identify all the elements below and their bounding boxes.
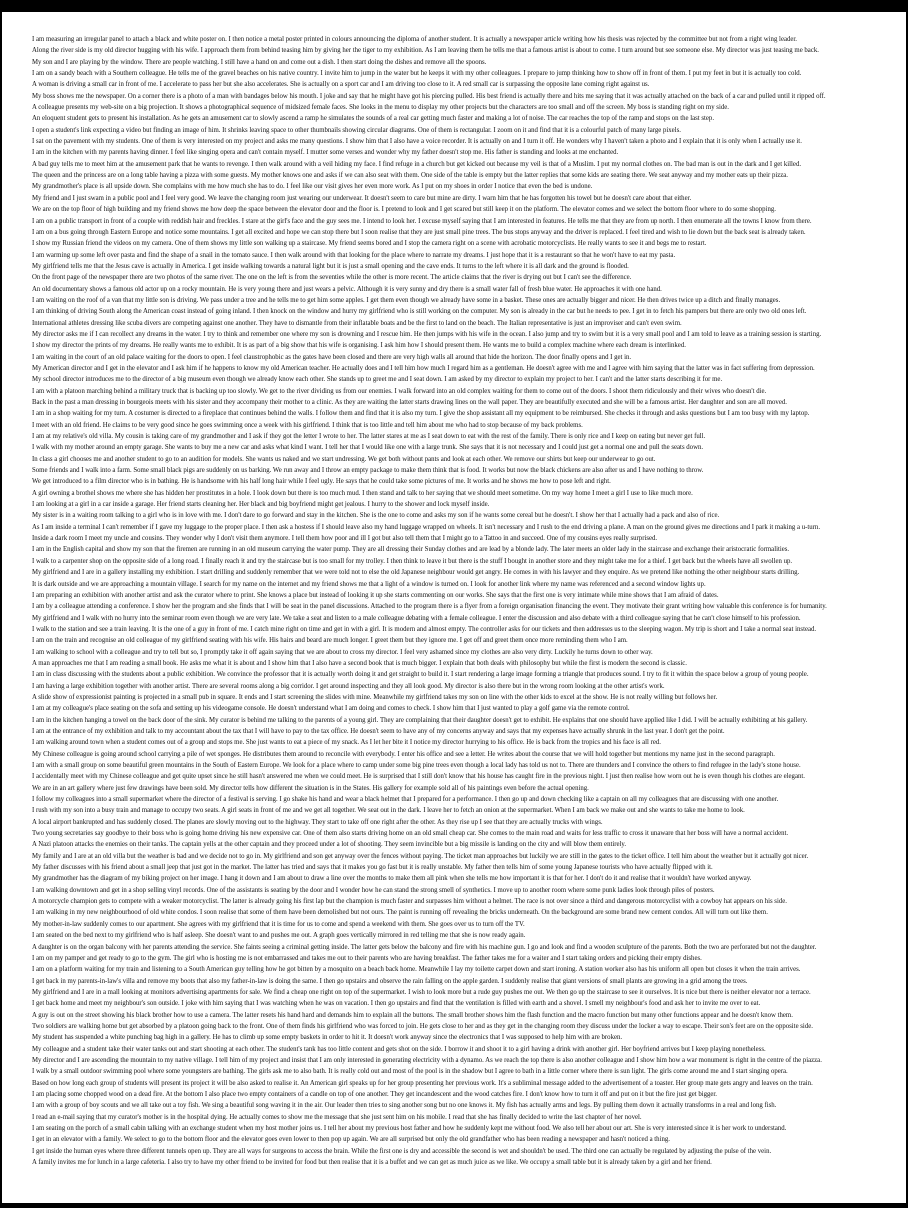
text-line: My American director and I get in the elevator and I ask him if he happens to know my old American teacher. He actually does and I tell him how much I regard him as a gentleman. He doesn't agree with me and I agree with him saying that the latter was in fact suffering from depression.	[32, 364, 815, 372]
text-line: I am with a group of boy scouts and we all take out a toy fish. We sing a beautiful song waving it in the air. Our leader then tries to sing another song but no one knows it. My fish has actually arms and legs. By pulling them down it actually transforms in a real and long fish.	[32, 1102, 777, 1110]
text-line: I am walking around town when a student comes out of a group and stops me. She just wants to eat a piece of my snack. As I let her bite it I notice my director hurrying to his office. He is back from the tropics and his face is all red.	[32, 739, 661, 747]
text-line: I sat on the pavement with my students. One of them is very interested on my project and asks me many questions. I show him that I also have a voice recorder. It is actually on and I turn it off. He wonders why I haven't taken a photo and I explain that it is only when I actually use it.	[32, 138, 802, 146]
text-line: A guy is out on the street showing his black brother how to use a camera. The latter resets his hand hard and demands him to explain all the buttons. The small brother shows him the flash function and the macro function but many other functions appear and he doesn't know them.	[32, 1011, 793, 1019]
text-line: My mother-in-law suddenly comes to our apartment. She agrees with my girlfriend that it is time for us to come and spend a weekend with them. She goes over us to turn off the TV.	[32, 920, 525, 928]
text-line: I walk by a small outdoor swimming pool where some youngsters are bathing. The girls ask me to also bath. It is really cold out and most of the pool is in the shadow but I agree to bath in a little corner where there is sun light. The girls come around me and I start singing opera.	[32, 1068, 788, 1076]
text-line: I am in the kitchen hanging a towel on the back door of the sink. My curator is behind me talking to the parents of a young girl. They are complaining that their daughter doesn't get to exhibit. He explains that one should have applied like I did. I will be actually exhibiting at his gallery.	[32, 716, 808, 724]
text-line: I am seated on the bed next to my girlfriend who is half asleep. She doesn't want to and pushes me out. A graph goes vertically mirrored in red telling me that she is now ready again.	[32, 932, 526, 940]
text-line: I get inside the human eyes where three different tunnels open up. They are all ways for surgeons to access the brain. While the first one is dry and accessible the second is wet and shouldn't be used. The third one can actually be regulated by adjusting the pulse of the vein.	[32, 1147, 772, 1155]
text-line: I am in the kitchen with my parents having dinner. I feel like singing opera and can't contain myself. I mutter some verses and wonder why my father doesn't stop me. His father is standing and looks at me enchanted.	[32, 149, 619, 157]
document-page	[2, 12, 906, 1203]
text-line: I am having a large exhibition together with another artist. There are several rooms along a big corridor. I get around inspecting and they all look good. My director is also there but in the wrong room looking at the other artist's work.	[32, 682, 665, 690]
text-line: A family invites me for lunch in a large cafeteria. I also try to have my other friend to be invited for food but then realise that it is a buffet and we can get as much juice as we like. We occupy a small table but it is already taken by a girl and her friend.	[32, 1159, 712, 1167]
text-line: I am measuring an irregular panel to attach a black and white poster on. I then notice a metal poster printed in colours announcing the diploma of another student. It is actually a newspaper article writing how his thesis was rejected by the committee but not from a right wing leader.	[32, 36, 797, 43]
text-line: My student has suspended a white punching bag high in a gallery. He has to climb up some empty baskets in order to hit it. It doesn't work anyway since the electronics that I was supposed to help him with are broken.	[32, 1034, 623, 1042]
text-line: I am seating on the porch of a small cabin talking with an exchange student when my host mother joins us. I tell her about my previous host father and how he suddenly kept me without food. We also tell her about our art. She is very interested since it is her work to understand.	[32, 1125, 787, 1132]
text-line: International athletes dressing like scuba divers are competing against one another. They have to dismantle from their inflatable boats and be the first to land on the beach. The Italian representative is just an improviser and can't even swim.	[32, 319, 682, 327]
text-line: I am in the English capital and show my son that the firemen are running in an old museum carrying the water pump. They are all dressing their Sunday clothes and are lead by a blonde lady. The later meets an older lady in the staircase and exchange their aristocratic formalities.	[32, 546, 790, 554]
text-line: Two young secretaries say goodbye to their boss who is going home driving his new expensive car. One of them also starts driving home on an old small cheap car. She comes to the main road and waits for less traffic to cross it unaware that her boss will have a normal accident.	[32, 830, 789, 838]
text-line: An old documentary shows a famous old actor up on a rocky mountain. He is very young there and just wears a pelvic. Although it is very sunny and dry there is a small water fall of fresh blue water. He approaches it with one hand.	[32, 285, 662, 293]
text-line: It is dark outside and we are approaching a mountain village. I search for my name on the internet and my friend shows me that a light of a window is turned on. I look for another link where my name was referenced and a second window lights up.	[32, 580, 706, 588]
text-line: Based on how long each group of students will present its project it will be also asked to realise it. An American girl speaks up for her group presenting her previous work. It's a subliminal message added to the advertisement of a toaster. Her group mate gets angry and leaves on the train.	[32, 1079, 813, 1087]
text-line: We are on the top floor of high building and my friend shows me how deep the space between the elevator door and the floor is. I pretend to look and I get scared but still keep it on the platform. The elevator comes and we select the bottom floor where to do some shopping.	[32, 206, 776, 214]
text-line: Inside a dark room I meet my uncle and cousins. They wonder why I don't visit them anymore. I tell them how poor and ill I got but also tell them that I might go to a Tattoo in and succeed. One of my cousins eyes really surprised.	[32, 535, 658, 543]
text-line: I am walking downtown and get in a shop selling vinyl records. One of the assistants is seating by the door and I wonder how he can stand the strong smell of synthetics. I move up to another room where some punk ladies look through piles of posters.	[32, 886, 715, 894]
text-line: I show my director the prints of my dreams. He really wants me to exhibit. It is as part of a big show that his wife is organising. I ask him how I should present them. He wants me to build a complex machine where each dream is interlinked.	[32, 342, 686, 350]
text-line: My friend and I just swam in a public pool and I feel very good. We leave the changing room just wearing our underwear. It doesn't seem to care but mine are dirty. I warn him that he has forgotten his towel but he doesn't care about that either.	[32, 194, 692, 202]
text-line: My boss shows me the newspaper. On a corner there is a photo of a man with bandages below his mouth. I joke and say that he might have got his piercing pulled. His best friend is actually there and hits me saying that it was actually attached on the back of a car and pulled until it ripped off.	[32, 92, 826, 100]
dream-journal-text	[32, 34, 892, 1168]
text-line: I show my Russian friend the videos on my camera. One of them shows my little son walking up a staircase. My friend seems bored and I stop the camera right on a scene with acrobatic motorcyclists. He really wants to see it and begs me to restart.	[32, 240, 707, 248]
text-line: I am walking to school with a colleague and try to tell but so, I promptly take it off again saying that we are about to cross my director. I feel very ashamed since my clothes are also very dirty. Luckily he turns down to other way.	[32, 648, 653, 656]
text-line: My Chinese colleague is going around school carrying a pile of wet sponges. He distributes them around to reconcile with everybody. I enter his office and see a letter. He writes about the course that we will hold together but mentions my name just in the second paragraph.	[32, 750, 775, 758]
text-line: I am on a sandy beach with a Southern colleague. He tells me of the gravel beaches on his native country. I invite him to jump in the water but he keeps it with my other colleagues. I prepare to jump thinking how to show off in front of them. I put my feet in but it is actually too cold.	[32, 70, 802, 78]
text-line: My colleague and a student take their water tanks out and start shooting at each other. The student's tank has too little content and gets shot on the side. I borrow it and shoot it to a girl having a drink with another girl. Her boyfriend arrives but I keep playing nonetheless.	[32, 1045, 766, 1053]
text-line: I am looking at a girl in a car inside a garage. Her friend starts cleaning her. Her black and big boyfriend might get jealous. I hurry to the shower and lock myself inside.	[32, 501, 490, 509]
text-line: I follow my colleagues into a small supermarket where the director of a festival is serving. I go shake his hand and wear a black helmet that I prepared for a performance. I then go up and down checking like a captain on all my colleagues that are discussing with one another.	[32, 796, 779, 804]
text-line: Back in the past a man dressing in bourgeois meets with his sister and they accompany their mother to a clinic. As they are waiting the latter starts drawing lines on the wall paper. They are beautifully executed and she will be a famous artist. Her daughter and son are all moved.	[32, 399, 787, 406]
text-line: I walk to the station and see a train leaving. It is the one of a guy in front of me. I catch mine right on time and get in with a girl. It is modern and almost empty. The controller asks for our tickets and then addresses us to the sleeping wagon. My trip is short and I take a normal seat instead.	[32, 625, 817, 633]
text-line: Some friends and I walk into a farm. Some small black pigs are suddenly on us barking. We run away and I throw an empty package to make them think that is food. It works but now the black chickens are also after us and I have nothing to throw.	[32, 467, 704, 475]
text-line: I am placing some chopped wood on a dead fire. At the bottom I also place two empty containers of a candle on top of one another. They get incandescent and the wood catches fire. I don't know how to turn it off and put on it but the fire just get bigger.	[32, 1090, 718, 1098]
text-line: I get back in my parents-in-law's villa and remove my boots that also my father-in-law is doing the same. I then go upstairs and observe the rain falling on the apple garden. I suddenly realise that giant versions of small plants are growing in a grid among the trees.	[32, 977, 748, 985]
text-line: My son and I are playing by the window. There are people watching. I still have a hand on and come out a dish. I then start doing the dishes and remove all the spoons.	[32, 58, 487, 66]
text-line: On the front page of the newspaper there are two photos of the same river. The one on the left is from the seventies while the other is more recent. The article claims that the river is drying out but I can't see the difference.	[32, 274, 632, 282]
text-line: My director asks me if I can recollect any dreams in the water. I try to think and remember one where my son is drowning and I rescue him. He then jumps with his wife in the ocean. I also jump and try to swim but it is a very small pool and I am told to leave as a training session is starting.	[32, 330, 822, 338]
text-line: A slide show of expressionist painting is projected in a small pub in square. It ends and I start screening the slides with mine. Meanwhile my girlfriend takes my son on line with the other kids to excel at the show. He is not really willing but follows her.	[32, 693, 718, 701]
text-line: I meet with an old friend. He claims to be very good since he goes swimming once a week with his girlfriend. I think that is too little and tell him about me who had to stop because of my back problems.	[32, 421, 583, 429]
text-line: My girlfriend tells me that the Jesus cave is actually in America. I get inside walking towards a natural light but it is just a small opening and the cave ends. It turns to the left where it is all dark and the ground is flooded.	[32, 262, 629, 270]
text-line: I am thinking of driving South along the American coast instead of going inland. I then knock on the window and hurry my girlfriend who is still working on the computer. My son is already in the car but he needs to pee. I get in to fetch his pampers but there are only two old ones left.	[32, 308, 807, 316]
text-line: I am on my pamper and get ready to go to the gym. The girl who is hosting me is not embarrassed and takes me out to their parents who are having breakfast. The father takes me for a waiter and I start taking orders and picking their empty dishes.	[32, 954, 702, 962]
text-line: I am in a shop waiting for my turn. A costumer is directed to a fireplace that continues behind the walls. I follow them and find that it is also my turn. I give the shop assistant all my equipment to be reimbursed. She checks it through and asks questions but I am too busy with my laptop.	[32, 410, 810, 418]
text-line: I open a student's link expecting a video but finding an image of him. It shrinks leaving space to other thumbnails showing circular diagrams. One of them is rectangular. I zoom on it and find that it is a colourful patch of many large pixels.	[32, 126, 681, 134]
text-line: My girlfriend and I are in a gallery installing my exhibition. I start drilling and suddenly remember that we were told not to else the old Japanese neighbour would get angry. He comes in with his lawyer and they enquire. As we pretend like nothing the other neighbour starts drilling.	[32, 569, 800, 577]
text-line: I am waiting in the court of an old palace waiting for the doors to open. I feel claustrophobic as the gates have been closed and there are very high walls all around that hide the horizon. The door finally opens and I get in.	[32, 353, 632, 361]
text-line: I am on a bus going through Eastern Europe and notice some mountains. I get all excited and hope we can stop there but I soon realise that they are just small pine trees. The bus stops anyway and the driver is replaced. I feel tired and wish to lie down but the back seat is already taken.	[32, 228, 806, 236]
text-line: A bad guy tells me to meet him at the amusement park that he wants to revenge. I then walk around with a veil hiding my face. I find refuge in a church but get kicked out because my veil is that of a Muslim. I put my normal clothes on. The bad man is out in the dark and I get killed.	[32, 160, 802, 168]
text-line: I read an e-mail saying that my curator's mother is in the hospital dying. He actually comes to show me the message that she just sent him on his mobile. I read that she has finally decided to write the last chapter of her novel.	[32, 1113, 642, 1121]
text-line: I am warming up some left over pasta and find the shape of a snail in the tomato sauce. I then walk around with that looking for the place where to narrate my dreams. I just hope that it is a restaurant so that he won't have to eat my pasta.	[32, 251, 676, 259]
text-line: My girlfriend and I are in a mall looking at monitors advertising apartments for sale. We find a cheap one right on top of the supermarket. I wish to look more but a rude guy pushes me out. We then go up the staircase to see it ourselves. It is nice but there is neither elevator nor a terrace.	[32, 988, 811, 996]
text-line: I am on a platform waiting for my train and listening to a South American guy telling how he got bitten by a mosquito on a beach back home. Meanwhile I lay my toilette carpet down and start ironing. A station worker also has his uniform all open but closes it when the train arrives.	[32, 966, 801, 974]
text-line: The queen and the princess are on a long table having a pizza with some guests. My mother knows one and asks if we can also seat with them. One side of the table is empty but the latter replies that some kids are seating there. We seat anyway and my mother eats up their pizza.	[32, 172, 789, 180]
text-line: My director and I are ascending the mountain to my native village. I tell him of my project and insist that I am only interested in generating electricity with a dynamo. As we reach the top there is also another colleague and I show him how a war monument is right in the centre of the piazza.	[32, 1056, 822, 1064]
text-line: I am at my relative's old villa. My cousin is taking care of my grandmother and I ask if they got the letter I wrote to her. The latter stares at me as I seat down to eat with the rest of the family. There is only rice and I keep on eating but never get full.	[32, 433, 706, 441]
text-line: I am at my colleague's place seating on the sofa and setting up his videogame console. He doesn't understand what I am doing and comes to check. I show him that I just wanted to play a golf game via the remote control.	[32, 705, 630, 713]
text-line: We get introduced to a film director who is in bathing. He is handsome with his half long hair while I feel ugly. He says that he could take some pictures of me. It works and he shows me how to pose left and right.	[32, 478, 611, 486]
text-line: My girlfriend and I walk with no hurry into the seminar room even though we are very late. We take a seat and listen to a male colleague debating with a female colleague. I enter the discussion and also debate with a third colleague saying that he can't close himself to his profession.	[32, 614, 801, 622]
text-line: I am with a small group on some beautiful green mountains in the South of Eastern Europe. We look for a place where to camp under some big pine trees even though a local lady has told us not to. There are thunders and I convince the others to find refugee in the lady's stone house.	[32, 762, 801, 769]
text-line: As I am inside a terminal I can't remember if I gave my luggage to the proper place. I then ask a hostess if I should leave also my hand luggage wrapped on wheels. It isn't necessary and I rush to the end driving a plane. A man on the ground gives me directions and I park it making a u-turn.	[32, 523, 821, 531]
text-line: My school director introduces me to the director of a big museum even though we already know each other. She stands up to greet me and I seat down. I am asked by my director to explain my project to her. I can't and the latter starts describing it for me.	[32, 376, 723, 384]
text-line: My father discusses with his friend about a small jeep that just got in the market. The latter has tried and says that it makes you go fast but it is really unstable. My father then tells him of some young Japanese tourists who have actually flipped with it.	[32, 864, 713, 872]
text-line: Along the river side is my old director hugging with his wife. I approach them from behind teasing him by giving her the tiger to my exhibition. As I am leaving them he tells me that a famous artist is about to come. I turn around but see someone else. My director was just teasing me back.	[32, 47, 819, 55]
text-line: A motorcycle champion gets to compete with a weaker motorcyclist. The latter is already going his first lap but the champion is much faster and surpasses him without a helmet. The race is not over since a third and dangerous motorcyclist with a cowboy hat appears on his side.	[32, 898, 787, 906]
text-line: My sister is in a waiting room talking to a girl who is in love with me. I don't dare to go forward and stay in the kitchen. She is the one to come and asks my son if he wants some cereal but he doesn't. I show her that I actually had a pack and also of rice.	[32, 512, 720, 520]
text-line: My grandmother has the diagram of my biking project on her image. I hang it down and I am about to draw a line over the months to make them all pink when she tells me how important it is that for her. I don't do it and realise that it wouldn't have worked anyway.	[32, 875, 752, 883]
text-line: I am walking in my new neighbourhood of old white condos. I soon realise that some of them have been demolished but not ours. The paint is running off revealing the bricks underneath. On the background are some brand new cement condos. All will turn out like them.	[32, 909, 768, 917]
text-line: My family and I are at an old villa but the weather is bad and we decide not to go in. My girlfriend and son get anyway over the fences without paying. The ticket man approaches but luckily we are still in the gates to the ticket office. I tell him about the weather but it actually got nicer.	[32, 852, 809, 860]
text-line: I am in class discussing with the students about a public exhibition. We convince the professor that it is actually worth doing it and get straight to build it. I start rendering a large image forming a triangle that produces sound. I try to fit it within the space below a group of young people.	[32, 671, 809, 679]
text-line: A local airport bankrupted and has suddenly closed. The planes are slowly moving out to the highway. They start to take off one right after the other. As they rise up I see that they are actually trucks with wings.	[32, 818, 603, 826]
text-line: I am on the train and recognise an old colleague of my girlfriend seating with his wife. His hairs and beard are much longer. I greet them but they ignore me. I get off and greet them once more reminding them who I am.	[32, 637, 628, 645]
text-line: I am at the entrance of my exhibition and talk to my accountant about the tax that I will have to pay to the tax office. He doesn't seem to have any of my concerns anyway and says that my expenses have actually shrunk in the last year. I don't get the point.	[32, 727, 725, 735]
text-line: We are in an art gallery where just few drawings have been sold. My director tells how different the situation is in the States. His gallery for example sold all of his paintings even before the actual opening.	[32, 784, 589, 792]
text-line: I am with a platoon marching behind a military truck that is backing up too slowly. We get to the river dividing us from our enemies. I walk forward into an old complex waiting for them to come out of the doors. I shoot them ridiculously and their wives who doesn't die.	[32, 387, 767, 395]
text-line: A girl owning a brothel shows me where she has hidden her prostitutes in a hole. I look down but there is too much mud. I then stand and talk to her saying that we should meet sometime. On my way home I meet a girl I use to like much more.	[32, 489, 693, 497]
text-line: A colleague presents my web-site on a big projection. It shows a photographical sequence of midsized female faces. She looks in the menu to display my other projects but the characters are too small and off the screen. My boss is standing right on my side.	[32, 104, 729, 112]
text-line: I am waiting on the roof of a van that my little son is driving. We pass under a tree and he tells me to get him some apples. I get them even though we already have some in a basket. These ones are actually bigger and nicer. He then drives twice up a ditch and finally manages.	[32, 296, 781, 304]
text-line: In class a girl chooses me and another student to go to an audition for models. She wants us naked and we start undressing. We get both without pants and look at each other. We remove our shirts but keep our underwear to go out.	[32, 455, 656, 463]
text-line: An eloquent student gets to present his installation. As he gets an amusement car to slowly ascend a ramp he simulates the sounds of a real car getting much faster and making a lot of noise. The car reaches the top of the ramp and stops on the last step.	[32, 115, 715, 123]
text-line: I rush with my son into a busy train and manage to occupy two seats. A girl seats in front of me and we get all together. We seat out in the dark. I leave her to fetch an onion at the supermarket. When I am back we make out and she wants to take me home to look.	[32, 807, 745, 815]
text-line: I am on a public transport in front of a couple with reddish hair and freckles. I stare at the girl's face and the guy sees me. I intend to look her. I excuse myself saying that I am interested in features. He tells me that they are from up north. I then enumerate all the towns I know from there.	[32, 217, 812, 225]
text-line: I am by a colleague attending a conference. I show her the program and she finds that I will be seat in the panel discussions. Attached to the program there is a flyer from a foreign organisation financing the event. They motivate their grant writing how valuable this conference is for humanity.	[32, 603, 827, 611]
text-line: I walk to a carpenter shop on the opposite side of a long road. I finally reach it and try the staircase but is too small for my trolley. I then think to leave it but there is the stuff I bought in another store and they might take me for a thief. I get back but the wheels have all swollen up.	[32, 557, 793, 565]
text-line: A woman is driving a small car in front of me. I accelerate to pass her but she also accelerates. She is actually on a sport car and I am driving too close to it. A red small car is surpassing the opposite lane coming right against us.	[32, 81, 650, 89]
text-line: Two soldiers are walking home but get absorbed by a platoon going back to the front. One of them finds his girlfriend who was forced to join. He gets close to her and as they get in the changing room they discuss under the locker a way to escape. Their son's feet are on the opposite side.	[32, 1022, 813, 1030]
text-line: A Nazi platoon attacks the enemies on their tanks. The captain yells at the other captain and they proceed under a lot of shooting. They seem invincible but a big missile is landing on the city and will blow them entirely.	[32, 841, 627, 849]
text-line: I get in an elevator with a family. We select to go to the bottom floor and the elevator goes even lower to then pop up again. We are all surprised but only the old grandfather who has been reading a newspaper and hasn't noticed a thing.	[32, 1136, 670, 1144]
text-line: I walk with my mother around an empty garage. She wants to buy me a new car and asks what kind I want. I tell her that I would like one with a large trunk. She says that it is not necessary and I could just get a normal one and pull the seats down.	[32, 444, 704, 452]
text-line: My grandmother's place is all upside down. She complains with me how much she has to do. I feel like our visit gives her even more work. As I put on my shoes in order I notice that even the bed is undone.	[32, 183, 593, 191]
text-line: I get back home and meet my neighbour's son outside. I joke with him saying that I was watching when he was on vacation. I then go upstairs and find that the ventilation is filled with earth and a shovel. I smell my neighbour's food and ask her to invite me over to eat.	[32, 1000, 761, 1008]
text-line: I am preparing an exhibition with another artist and ask the curator where to print. She knows a place but instead of looking it up she starts commenting on our works. She says that the first one is very intimate while mine shows that I am afraid of dates.	[32, 591, 719, 599]
text-line: A man approaches me that I am reading a small book. He asks me what it is about and I show him that I also have a second book that is much bigger. I explain that both deals with philosophy but while the first is modern the second is classic.	[32, 659, 688, 667]
text-line: A daughter is on the organ balcony with her parents attending the service. She faints seeing a criminal getting inside. The latter gets below the balcony and fire with his machine gun. I go and look and find a wooden sculpture of the parents. Both the two are perforated but not the daughter.	[32, 943, 817, 951]
text-line: I accidentally meet with my Chinese colleague and get quite upset since he still hasn't answered me when we could meet. He is surprised that I still don't know that his house has caught fire in the previous night. I just then realise how worn out he is even though his clothes are elegant.	[32, 773, 805, 781]
